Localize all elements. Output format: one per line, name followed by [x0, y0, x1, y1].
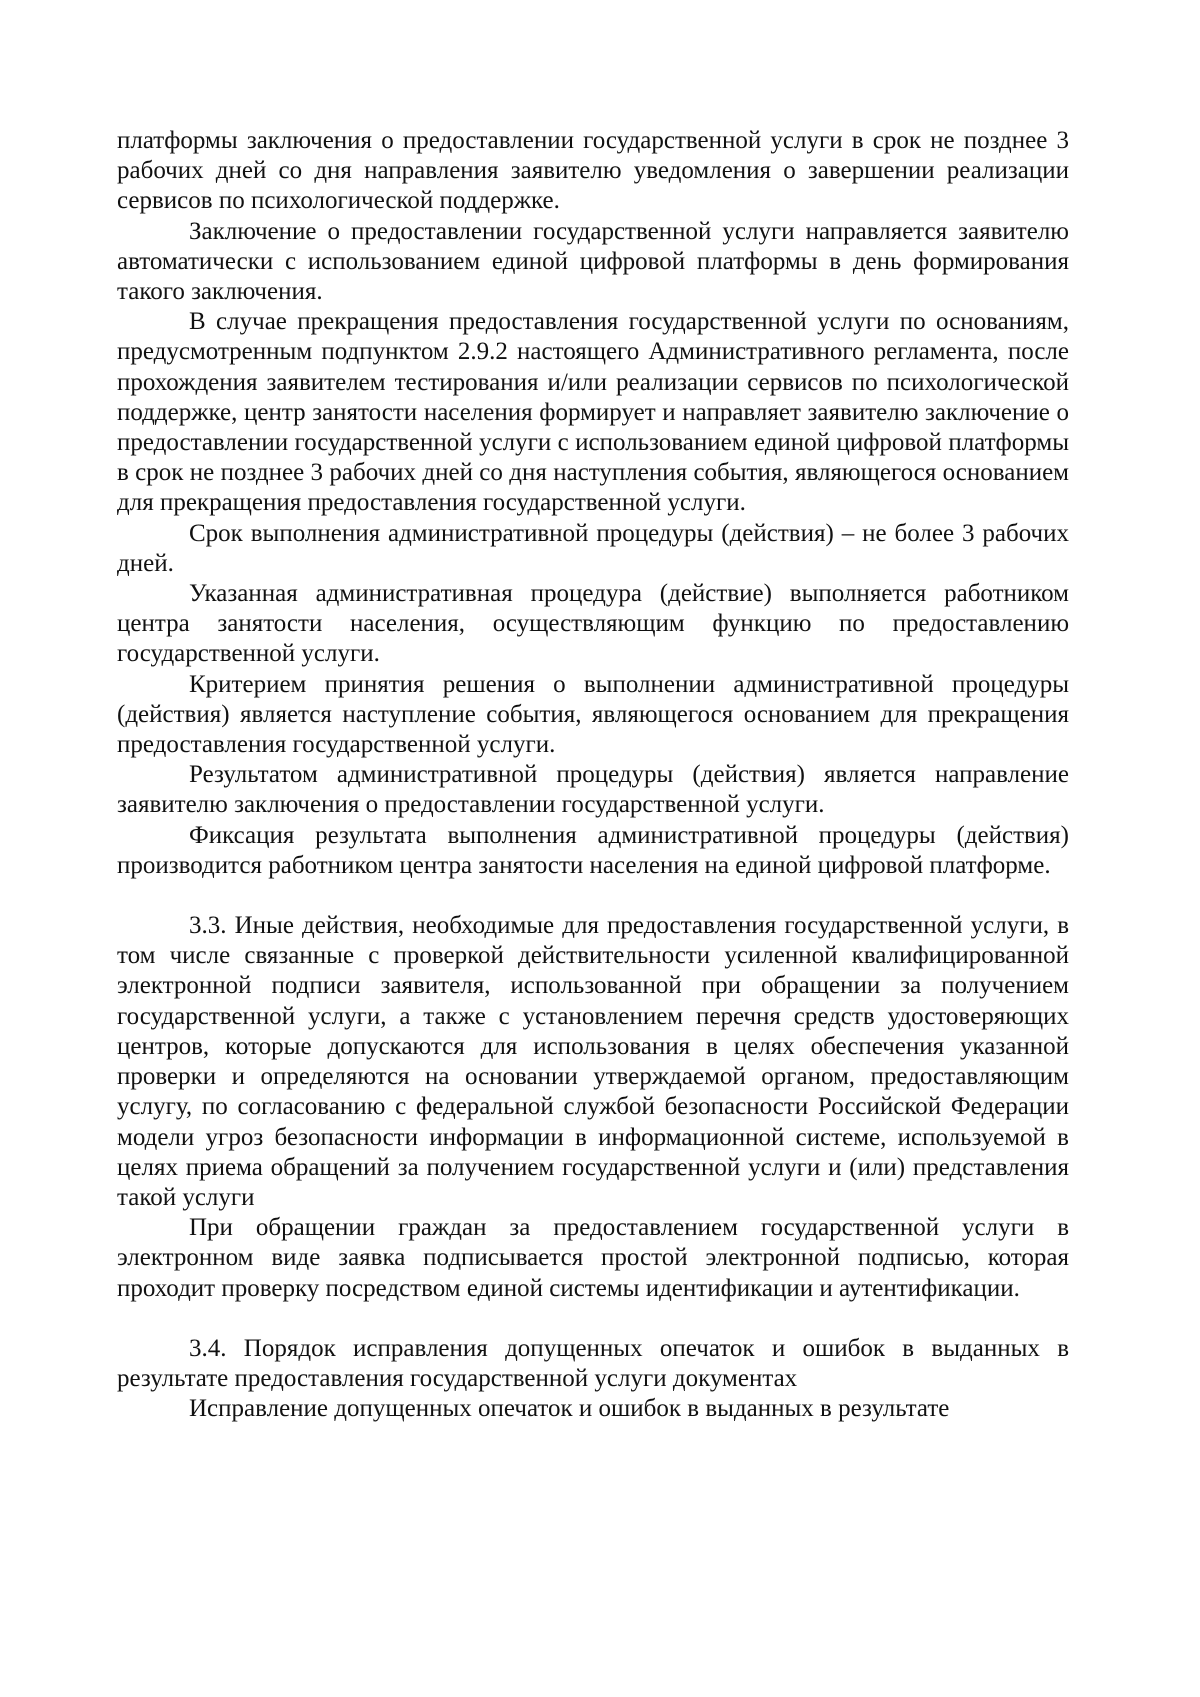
paragraph-procedure-executor: Указанная административная процедура (действие) выполняется работником центра занятости населения, осуществляющим функцию по предоставлению государственной услуги.	[117, 580, 1069, 668]
paragraph-conclusion-deadline: платформы заключения о предоставлении государственной услуги в срок не позднее 3 рабочих дней со дня направления заявителю уведомления о завершении реализации сервисов по психологической поддержке.	[117, 127, 1069, 215]
section-3-4-heading: 3.4. Порядок исправления допущенных опечаток и ошибок в выданных в результате предоставления государственной услуги документах	[117, 1334, 1069, 1392]
paragraph-electronic-signature: При обращении граждан за предоставлением государственной услуги в электронном виде заявка подписывается простой электронной подписью, которая проходит проверку посредством единой системы идентификации и аутентификации.	[117, 1214, 1069, 1302]
paragraph-decision-criterion: Критерием принятия решения о выполнении административной процедуры (действия) является наступление события, являющегося основанием для прекращения предоставления государственной услуги.	[117, 670, 1069, 759]
paragraph-termination: В случае прекращения предоставления государственной услуги по основаниям, предусмотренным подпунктом 2.9.2 настоящего Административного регламента, после прохождения заявителем тестирования и/или реализации сервисов по психологической поддержке, центр занятости населения формирует и направляет заявителю заключение о предоставлении государственной услуги с использованием единой цифровой платформы в срок не позднее 3 рабочих дней со дня наступления события, являющегося основанием для прекращения предоставления государственной услуги.	[117, 308, 1069, 517]
paragraph-procedure-term: Срок выполнения административной процедуры (действия) – не более 3 рабочих дней.	[117, 519, 1069, 577]
paragraph-error-correction: Исправление допущенных опечаток и ошибок в выданных в результате	[189, 1395, 950, 1423]
paragraph-conclusion-sent: Заключение о предоставлении государственной услуги направляется заявителю автоматически с использованием единой цифровой платформы в день формирования такого заключения.	[117, 217, 1069, 306]
paragraph-procedure-result: Результатом административной процедуры (действия) является направление заявителю заключения о предоставлении государственной услуги.	[117, 761, 1069, 819]
paragraph-result-recording: Фиксация результата выполнения административной процедуры (действия) производится работником центра занятости населения на единой цифровой платформе.	[117, 821, 1069, 879]
document-page	[117, 126, 1069, 1424]
section-3-3-heading: 3.3. Иные действия, необходимые для предоставления государственной услуги, в том числе связанные с проверкой действительности усиленной квалифицированной электронной подписи заявителя, использованной при обращении за получением государственной услуги, а также с установлением перечня средств удостоверяющих центров, которые допускаются для использования в целях обеспечения указанной проверки и определяются на основании утверждаемой органом, предоставляющим услугу, по согласованию с федеральной службой безопасности Российской Федерации модели угроз безопасности информации в информационной системе, используемой в целях приема обращений за получением государственной услуги и (или) представления такой услуги	[117, 912, 1069, 1211]
